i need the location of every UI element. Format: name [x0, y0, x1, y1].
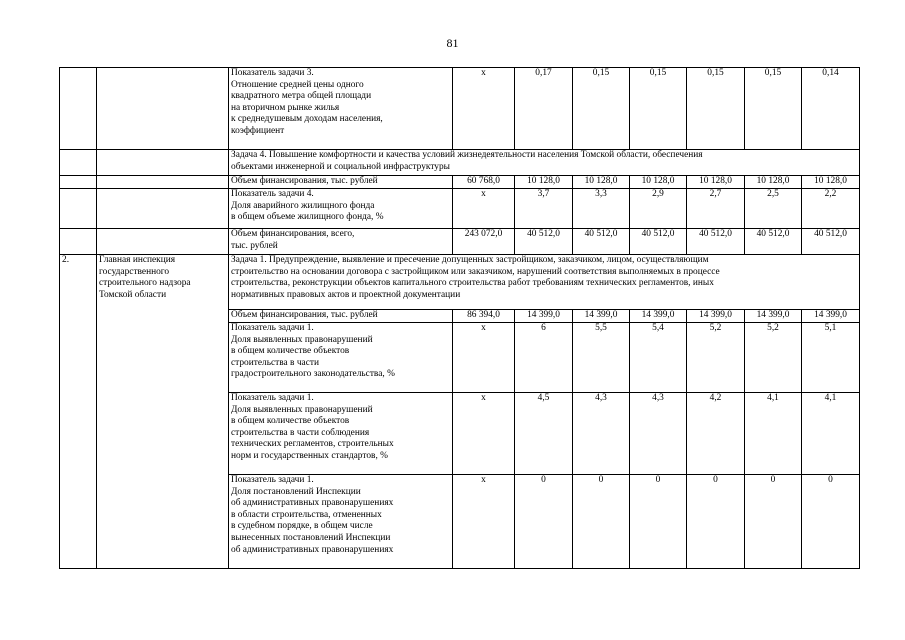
- value-cell: 2,7: [687, 189, 745, 229]
- financing-total-label: Объем финансирования, всего, тыс. рублей: [229, 229, 453, 255]
- value-cell: 60 768,0: [453, 176, 515, 189]
- financing-label: Объем финансирования, тыс. рублей: [229, 176, 453, 189]
- value-cell: 40 512,0: [687, 229, 745, 255]
- indicator-label: Показатель задачи 3. Отношение средней цены одного квадратного метра общей площади на вторичном рынке жилья к среднедушевым доходам населения, коэффициент: [229, 68, 453, 150]
- table-row: [60, 189, 860, 229]
- organization-cell: [97, 150, 229, 176]
- value-cell: 0: [745, 475, 802, 569]
- indicator-label: Показатель задачи 1. Доля выявленных правонарушений в общем количестве объектов строительства в части соблюдения технических регламентов, строительных норм и государственных стандартов, %: [229, 393, 453, 475]
- table-row: [60, 176, 860, 189]
- value-cell: 10 128,0: [515, 176, 573, 189]
- indicator-label: Показатель задачи 1. Доля выявленных правонарушений в общем количестве объектов строительства в части градостроительного законодательства, %: [229, 323, 453, 393]
- value-cell: 3,3: [573, 189, 630, 229]
- value-cell: 86 394,0: [453, 310, 515, 323]
- value-cell: 0: [515, 475, 573, 569]
- value-cell: 6: [515, 323, 573, 393]
- value-cell: 5,1: [802, 323, 860, 393]
- value-cell: 2,2: [802, 189, 860, 229]
- value-cell: 40 512,0: [745, 229, 802, 255]
- value-cell: 0: [573, 475, 630, 569]
- number-cell: [60, 229, 97, 255]
- value-cell: 10 128,0: [687, 176, 745, 189]
- value-cell: 5,5: [573, 323, 630, 393]
- organization-cell: [97, 229, 229, 255]
- value-cell: 40 512,0: [802, 229, 860, 255]
- value-cell: 0,15: [630, 68, 687, 150]
- value-cell: 0,15: [573, 68, 630, 150]
- table-row: [60, 255, 860, 310]
- table-row: [60, 150, 860, 176]
- value-cell: 0,14: [802, 68, 860, 150]
- organization-cell: [97, 189, 229, 229]
- value-cell: 14 399,0: [630, 310, 687, 323]
- number-cell: [60, 176, 97, 189]
- table-row: [60, 229, 860, 255]
- value-cell: 0: [687, 475, 745, 569]
- value-cell: 40 512,0: [573, 229, 630, 255]
- value-cell: 2,9: [630, 189, 687, 229]
- value-cell: 10 128,0: [573, 176, 630, 189]
- value-cell: 4,1: [802, 393, 860, 475]
- value-cell: 14 399,0: [687, 310, 745, 323]
- value-cell: 40 512,0: [515, 229, 573, 255]
- financing-label: Объем финансирования, тыс. рублей: [229, 310, 453, 323]
- value-cell: 5,4: [630, 323, 687, 393]
- value-cell: 14 399,0: [573, 310, 630, 323]
- value-cell: 5,2: [687, 323, 745, 393]
- page-number: 81: [446, 36, 459, 50]
- organization-name: Главная инспекция государственного строительного надзора Томской области: [97, 255, 229, 569]
- value-cell: 0,15: [745, 68, 802, 150]
- value-cell: x: [453, 68, 515, 150]
- value-cell: 243 072,0: [453, 229, 515, 255]
- value-cell: 4,2: [687, 393, 745, 475]
- value-cell: 14 399,0: [515, 310, 573, 323]
- value-cell: 0,17: [515, 68, 573, 150]
- value-cell: 10 128,0: [802, 176, 860, 189]
- number-cell: [60, 189, 97, 229]
- indicator-label: Показатель задачи 1. Доля постановлений Инспекции об административных правонарушениях в области строительства, отмененных в судебном порядке, в общем числе вынесенных постановлений Инспекции об административных правонарушениях: [229, 475, 453, 569]
- value-cell: 4,5: [515, 393, 573, 475]
- indicator-label: Показатель задачи 4. Доля аварийного жилищного фонда в общем объеме жилищного фонда, %: [229, 189, 453, 229]
- organization-cell: [97, 68, 229, 150]
- value-cell: 2,5: [745, 189, 802, 229]
- value-cell: x: [453, 323, 515, 393]
- number-cell: [60, 68, 97, 150]
- value-cell: 0,15: [687, 68, 745, 150]
- value-cell: 14 399,0: [745, 310, 802, 323]
- program-table: [59, 67, 860, 569]
- value-cell: 40 512,0: [630, 229, 687, 255]
- value-cell: 3,7: [515, 189, 573, 229]
- table-row: [60, 68, 860, 150]
- value-cell: x: [453, 189, 515, 229]
- value-cell: 14 399,0: [802, 310, 860, 323]
- value-cell: 4,3: [630, 393, 687, 475]
- value-cell: 10 128,0: [745, 176, 802, 189]
- value-cell: 4,3: [573, 393, 630, 475]
- task-heading: Задача 1. Предупреждение, выявление и пресечение допущенных застройщиком, заказчиком, лицом, осуществляющим строительство на основании договора с застройщиком или заказчиком, нарушений соответствия выполняемых в процессе строительства, реконструкции объектов капитального строительства работ требованиям технических регламентов, иных нормативных правовых актов и проектной документации: [229, 255, 860, 310]
- value-cell: 5,2: [745, 323, 802, 393]
- organization-cell: [97, 176, 229, 189]
- value-cell: x: [453, 393, 515, 475]
- task-heading: Задача 4. Повышение комфортности и качества условий жизнедеятельности населения Томской области, обеспечения объектами инженерной и социальной инфраструктуры: [229, 150, 860, 176]
- value-cell: 0: [802, 475, 860, 569]
- value-cell: 4,1: [745, 393, 802, 475]
- value-cell: 10 128,0: [630, 176, 687, 189]
- row-number: 2.: [60, 255, 97, 569]
- number-cell: [60, 150, 97, 176]
- value-cell: 0: [630, 475, 687, 569]
- value-cell: x: [453, 475, 515, 569]
